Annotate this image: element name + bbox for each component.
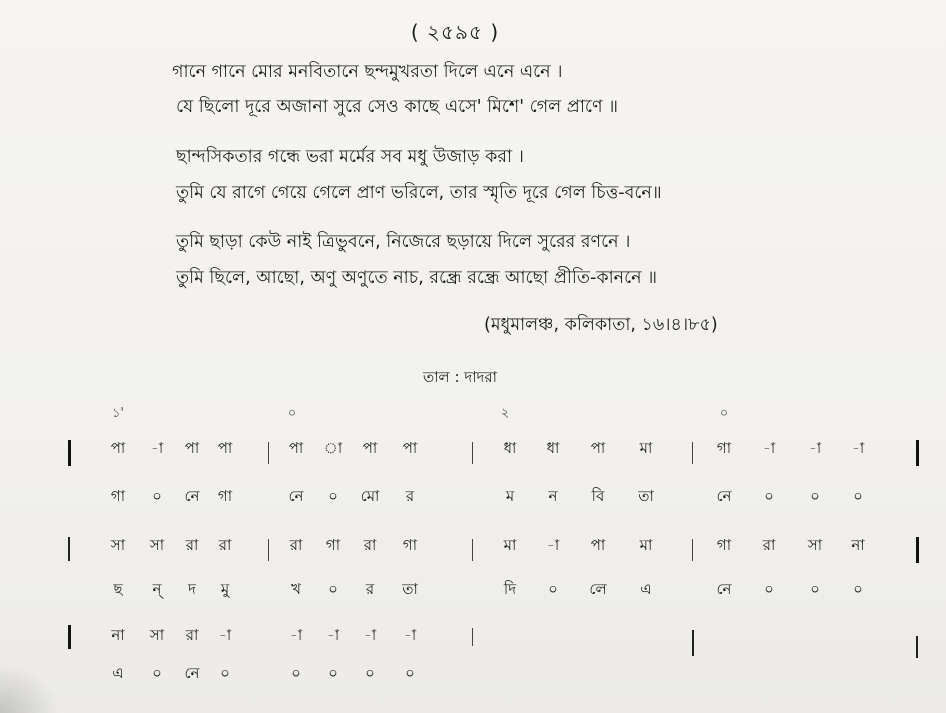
swara-note: -া [762, 439, 776, 457]
lyric-syllable: তা [638, 487, 654, 505]
tala-label: তাল : দাদরা [422, 368, 498, 386]
swara-note: রা [185, 626, 199, 644]
lyric-syllable: ন [548, 487, 558, 505]
swara-note: ধা [546, 439, 560, 457]
bar-line [268, 442, 269, 464]
lyric-syllable: নে [184, 487, 200, 505]
lyric-syllable: ০ [328, 580, 338, 598]
lyric-syllable: এ [640, 580, 652, 598]
lyric-syllable: এ [112, 664, 124, 682]
song-number: ( ২৫৯৫ ) [410, 20, 500, 44]
lyric-syllable: ০ [328, 487, 338, 505]
swara-note: পা [184, 439, 200, 457]
lyric-syllable: ০ [328, 664, 338, 682]
swara-note: -া [150, 439, 164, 457]
swara-note: রা [363, 536, 377, 554]
swara-note: পা [590, 439, 606, 457]
swara-note: না [111, 626, 125, 644]
lyric-syllable: নে [716, 487, 732, 505]
swara-note: রা [762, 536, 776, 554]
swara-note: পা [217, 439, 233, 457]
verse-line: তুমি ছাড়া কেউ নাই ত্রিভুবনে, নিজেরে ছড়ায়ে দিলে সুরের রণনে । [176, 232, 631, 252]
lyric-syllable: বি [591, 487, 605, 505]
swara-note: ধা [503, 439, 517, 457]
lyric-syllable: ০ [764, 580, 774, 598]
swara-note: পা [288, 439, 304, 457]
lyric-syllable: ০ [548, 580, 558, 598]
bar-line [692, 630, 694, 656]
beat-mark: ০ [287, 406, 297, 421]
bar-line [472, 628, 473, 646]
swara-note: পা [362, 439, 378, 457]
bar-line [692, 442, 693, 464]
swara-note: গা [716, 439, 732, 457]
swara-note: -া [326, 626, 340, 644]
lyric-syllable: ০ [152, 487, 162, 505]
swara-note: রা [289, 536, 303, 554]
swara-note: সা [149, 536, 165, 554]
beat-mark: ২ [500, 406, 510, 421]
lyric-syllable: মো [360, 487, 380, 505]
source-citation: (মধুমালঞ্চ, কলিকাতা, ১৬।৪।৮৫) [484, 315, 718, 335]
swara-note: -া [851, 439, 865, 457]
lyric-syllable: ০ [810, 487, 820, 505]
bar-line [916, 636, 918, 658]
beat-mark: ১' [111, 406, 125, 421]
lyric-syllable: নে [288, 487, 304, 505]
swara-note: -া [808, 439, 822, 457]
verse-line: ছান্দসিকতার গন্ধে ভরা মর্মের সব মধু উজাড় করা । [176, 147, 524, 167]
lyric-syllable: র [405, 487, 415, 505]
swara-note: গা [716, 536, 732, 554]
bar-line [916, 440, 919, 466]
swara-note: -া [546, 536, 560, 554]
swara-note: পা [110, 439, 126, 457]
lyric-syllable: ০ [152, 664, 162, 682]
lyric-syllable: লে [589, 580, 607, 598]
bar-line [68, 537, 70, 561]
lyric-syllable: নে [716, 580, 732, 598]
bar-line [68, 440, 71, 466]
swara-note: মা [639, 536, 653, 554]
bar-line [692, 539, 693, 561]
swara-note: মা [503, 536, 517, 554]
swara-note: -া [363, 626, 377, 644]
lyric-syllable: গা [110, 487, 126, 505]
lyric-syllable: ০ [810, 580, 820, 598]
lyric-syllable: ০ [365, 664, 375, 682]
swara-note: রা [218, 536, 232, 554]
swara-note: সা [807, 536, 823, 554]
swara-note: -া [218, 626, 232, 644]
swara-note: পা [402, 439, 418, 457]
lyric-syllable: দ [188, 580, 196, 598]
swara-note: মা [639, 439, 653, 457]
lyric-syllable: ০ [853, 487, 863, 505]
bar-line [268, 539, 269, 561]
bar-line [472, 539, 473, 561]
swara-note: সা [149, 626, 165, 644]
lyric-syllable: গা [217, 487, 233, 505]
verse-line: গানে গানে মোর মনবিতানে ছন্দমুখরতা দিলে এনে এনে । [172, 62, 563, 82]
verse-line: যে ছিলো দূরে অজানা সুরে সেও কাছে এসে' মিশে' গেল প্রাণে ॥ [176, 97, 618, 117]
verse-line: তুমি ছিলে, আছো, অণু অণুতে নাচ, রন্ধ্রে রন্ধ্রে আছো প্রীতি-কাননে ॥ [176, 268, 658, 288]
lyric-syllable: ম [505, 487, 515, 505]
lyric-syllable: ০ [764, 487, 774, 505]
bar-line [68, 625, 71, 649]
verse-line: তুমি যে রাগে গেয়ে গেলে প্রাণ ভরিলে, তার স্মৃতি দূরে গেল চিত্ত-বনে॥ [176, 183, 662, 203]
swara-note: গা [402, 536, 418, 554]
beat-mark: ০ [719, 406, 729, 421]
swara-note: রা [185, 536, 199, 554]
swara-note: সা [110, 536, 126, 554]
lyric-syllable: ছ [113, 580, 123, 598]
swara-note: -া [403, 626, 417, 644]
lyric-syllable: ০ [220, 664, 230, 682]
swara-note: গা [325, 536, 341, 554]
bar-line [472, 442, 473, 464]
lyric-syllable: ন্ [152, 580, 162, 598]
lyric-syllable: খ [291, 580, 301, 598]
bar-line [916, 537, 919, 563]
lyric-syllable: ০ [405, 664, 415, 682]
lyric-syllable: তা [402, 580, 418, 598]
lyric-syllable: দি [503, 580, 517, 598]
swara-note: া [323, 439, 343, 457]
swara-note: -া [289, 626, 303, 644]
lyric-syllable: ০ [291, 664, 301, 682]
swara-note: না [851, 536, 865, 554]
lyric-syllable: মু [220, 580, 230, 598]
lyric-syllable: র [365, 580, 375, 598]
lyric-syllable: ০ [853, 580, 863, 598]
lyric-syllable: নে [184, 664, 200, 682]
swara-note: পা [590, 536, 606, 554]
